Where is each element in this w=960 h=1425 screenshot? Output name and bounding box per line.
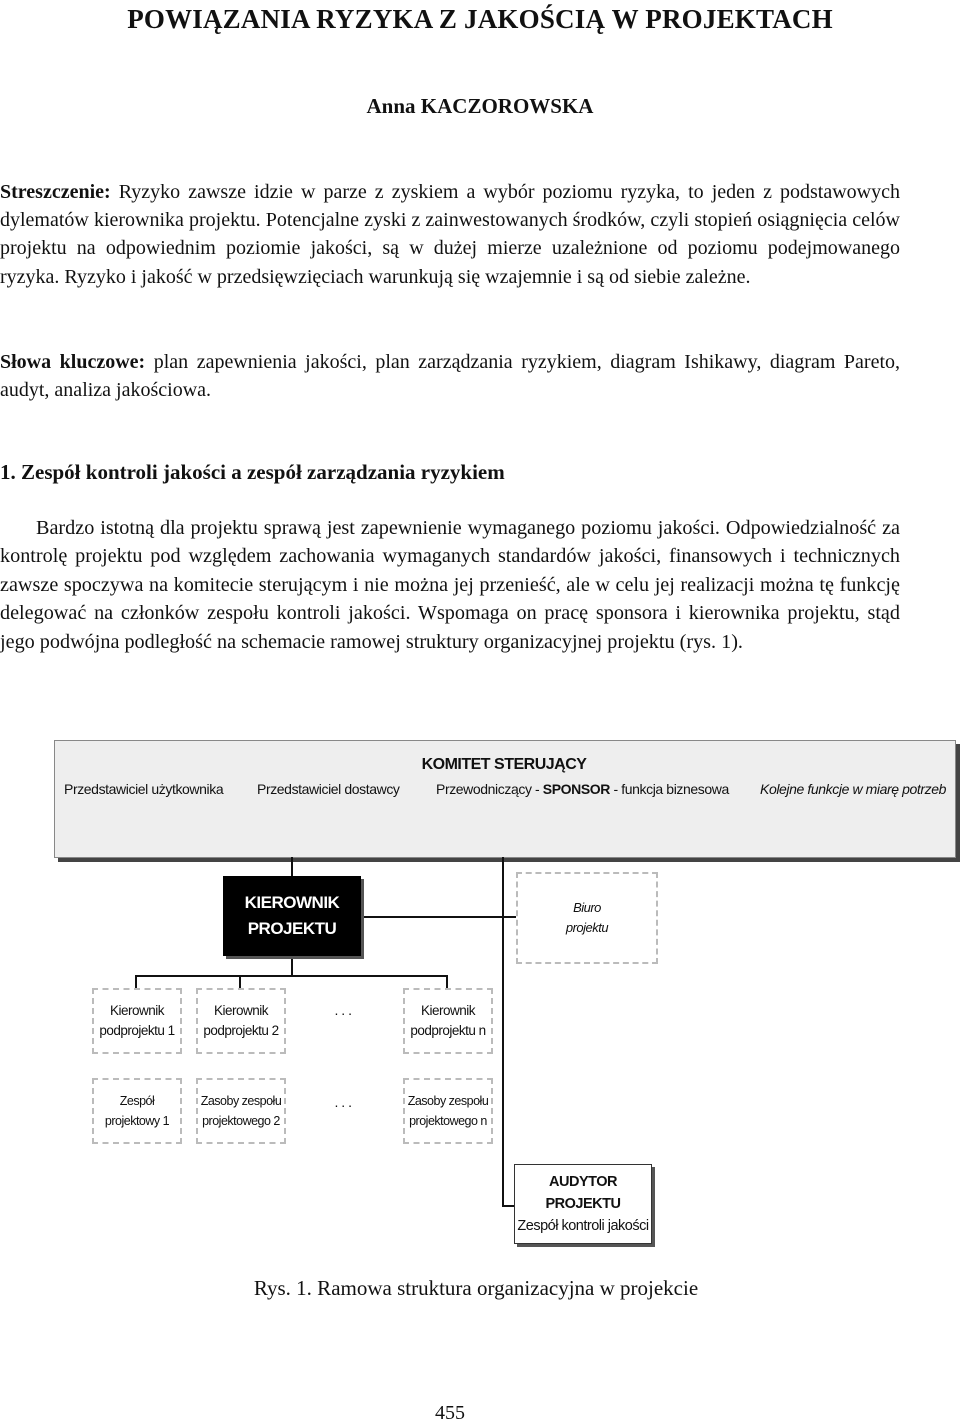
pm-line2: PROJEKTU [247,919,337,938]
audit-line2: PROJEKTU [545,1196,621,1212]
keywords-text: plan zapewnienia jakości, plan zarządzania ryzykiem, diagram Ishikawy, diagram Pareto, audyt, analiza jakościowa. [0,351,900,402]
abstract [0,178,900,291]
rep-user: Przedstawiciel użytkownika [64,781,224,797]
connector-committee-audit [502,857,504,1207]
subn-line1: Kierownik [420,1003,476,1018]
author-name: Anna KACZOROWSKA [366,94,594,118]
project-team-2 [196,1078,286,1144]
team2-line1: Zasoby zespołu [200,1094,282,1108]
connector-sub2 [239,975,241,988]
audit-line3: Zespół kontroli jakości [517,1218,649,1234]
office-line2: projektu [565,920,609,935]
project-auditor-box [514,1164,652,1244]
team-ellipsis: . . . [334,1094,352,1110]
sub2-line2: podprojektu 2 [203,1023,279,1038]
team2-line2: projektowego 2 [202,1114,280,1128]
more-functions: Kolejne funkcje w miarę potrzeb [760,781,947,797]
connector-audit-h [502,1205,514,1207]
section-body-text: Bardzo istotną dla projektu sprawą jest zapewnienie wymaganego poziomu jakości. Odpowiedzialność za kontrolę projektu pod względem zachowania wymaganych standardów jakości, finansowych i technicznych zawsze spoczywa na komitecie sterującym i nie można jej przenieść, ale w celu jej realizacji można tę funkcję delegować na członków zespołu kontroli jakości. Wspomaga on pracę sponsora i kierownika projektu, stąd jego podwójna podległość na schemacie ramowej struktury organizacyjnej projektu (rys. 1). [0,517,900,653]
figure-caption: Rys. 1. Ramowa struktura organizacyjna w projekcie [253,1276,699,1300]
section-body [0,514,900,656]
subproject-manager-n [403,988,493,1054]
abstract-label: Streszczenie: [0,181,111,203]
teamn-line1: Zasoby zespołu [407,1094,489,1108]
connector-sub1 [135,975,137,988]
subproject-ellipsis: . . . [334,1002,352,1018]
keywords-label: Słowa kluczowe: [0,351,146,373]
connector-sub-bar [135,975,448,977]
paper-title: POWIĄZANIA RYZYKA Z JAKOŚCIĄ W PROJEKTACH [127,4,833,34]
teamn-line2: projektowego n [409,1114,487,1128]
project-manager-box [223,876,361,956]
connector-pm-down [291,956,293,976]
sub2-line1: Kierownik [213,1003,269,1018]
office-line1: Biuro [573,900,601,915]
pm-line1: KIEROWNIK [244,893,340,912]
chair-prefix: Przewodniczący - [436,781,543,797]
chair-suffix: - funkcja biznesowa [610,781,729,797]
page-number: 455 [435,1402,465,1424]
abstract-text: Ryzyko zawsze idzie w parze z zyskiem a wybór poziomu ryzyka, to jeden z podstawowych dylematów kierownika projektu. Potencjalne zyski z zainwestowanych środków, czyli stopień osiągnięcia celów projektu na odpowiednim poziomie jakości, są w dużej mierze uzależnione od poziomu podejmowanego ryzyka. Ryzyko i jakość w przedsięwzięciach warunkują się wzajemnie i są od siebie zależne. [0,181,900,288]
connector-pm-office [361,916,516,918]
project-team-n [403,1078,493,1144]
committee-chair [436,781,729,797]
rep-supplier: Przedstawiciel dostawcy [257,781,400,797]
committee-title: KOMITET STERUJĄCY [421,756,587,773]
project-team-1 [92,1078,182,1144]
subn-line2: podprojektu n [410,1023,486,1038]
team1-line1: Zespół [119,1094,155,1108]
keywords [0,348,900,404]
subproject-manager-1 [92,988,182,1054]
sub1-line2: podprojektu 1 [99,1023,175,1038]
team1-line2: projektowy 1 [104,1114,170,1128]
audit-line1: AUDYTOR [549,1174,617,1190]
connector-subn [446,975,448,988]
project-office-box [516,872,658,964]
chair-sponsor: SPONSOR [542,781,611,797]
sub1-line1: Kierownik [109,1003,165,1018]
section-heading: 1. Zespół kontroli jakości a zespół zarządzania ryzykiem [0,460,505,484]
connector-committee-pm [291,857,293,876]
subproject-manager-2 [196,988,286,1054]
